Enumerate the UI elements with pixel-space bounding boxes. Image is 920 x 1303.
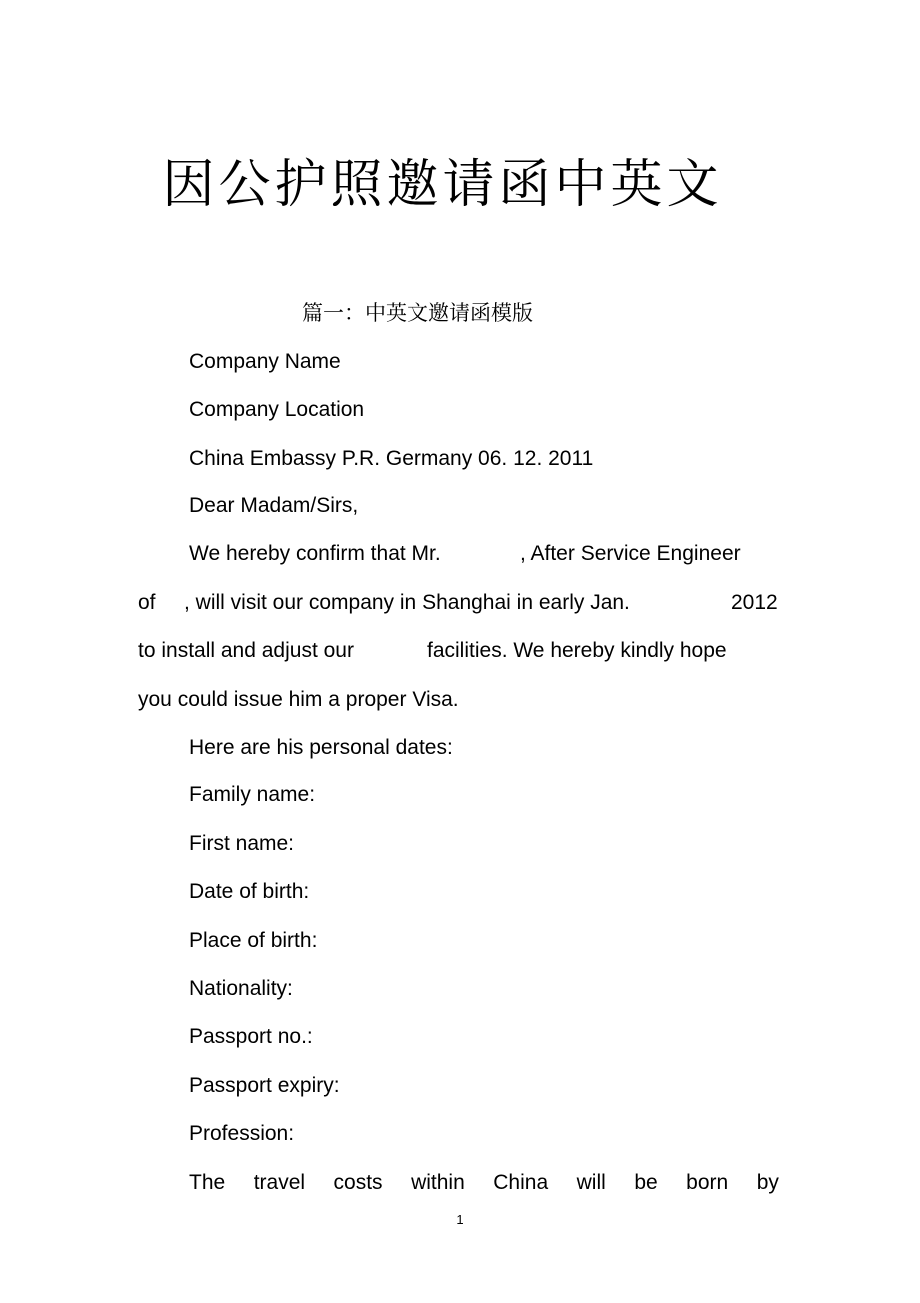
page-number: 1 — [456, 1212, 464, 1227]
company-location: Company Location — [189, 398, 365, 421]
para1-line2a: of — [138, 591, 156, 614]
field-family-name: Family name: — [189, 783, 316, 806]
field-place-of-birth: Place of birth: — [189, 929, 318, 952]
para1-line2c: 2012 — [731, 591, 778, 614]
para1-line3a: to install and adjust our — [138, 639, 354, 662]
last-line-word: be — [634, 1171, 658, 1194]
company-name: Company Name — [189, 350, 341, 373]
last-line-word: costs — [333, 1171, 383, 1194]
personal-intro: Here are his personal dates: — [189, 736, 453, 759]
para1-line2b: , will visit our company in Shanghai in early Jan. — [184, 591, 630, 614]
field-first-name: First name: — [189, 832, 295, 855]
last-line — [189, 1168, 779, 1198]
para1-line1b: , After Service Engineer — [520, 542, 741, 565]
last-line-word: born — [686, 1171, 729, 1194]
last-line-word: will — [576, 1171, 606, 1194]
para1-line1a: We hereby confirm that Mr. — [189, 542, 441, 565]
last-line-word: by — [756, 1171, 779, 1194]
field-profession: Profession: — [189, 1122, 295, 1145]
embassy-line: China Embassy P.R. Germany 06. 12. 2011 — [189, 447, 594, 470]
field-nationality: Nationality: — [189, 977, 293, 1000]
last-line-word: The — [189, 1171, 226, 1194]
field-date-of-birth: Date of birth: — [189, 880, 310, 903]
para1-line3b: facilities. We hereby kindly hope — [427, 639, 727, 662]
field-passport-no: Passport no.: — [189, 1025, 313, 1048]
document-subtitle: 篇一：中英文邀请函模版 — [302, 301, 533, 325]
field-passport-expiry: Passport expiry: — [189, 1074, 340, 1097]
salutation: Dear Madam/Sirs, — [189, 494, 359, 517]
last-line-word: travel — [253, 1171, 306, 1194]
last-line-word: China — [493, 1171, 549, 1194]
para1-line4: you could issue him a proper Visa. — [138, 688, 459, 711]
last-line-word: within — [411, 1171, 465, 1194]
document-title: 因公护照邀请函中英文 — [162, 155, 723, 215]
